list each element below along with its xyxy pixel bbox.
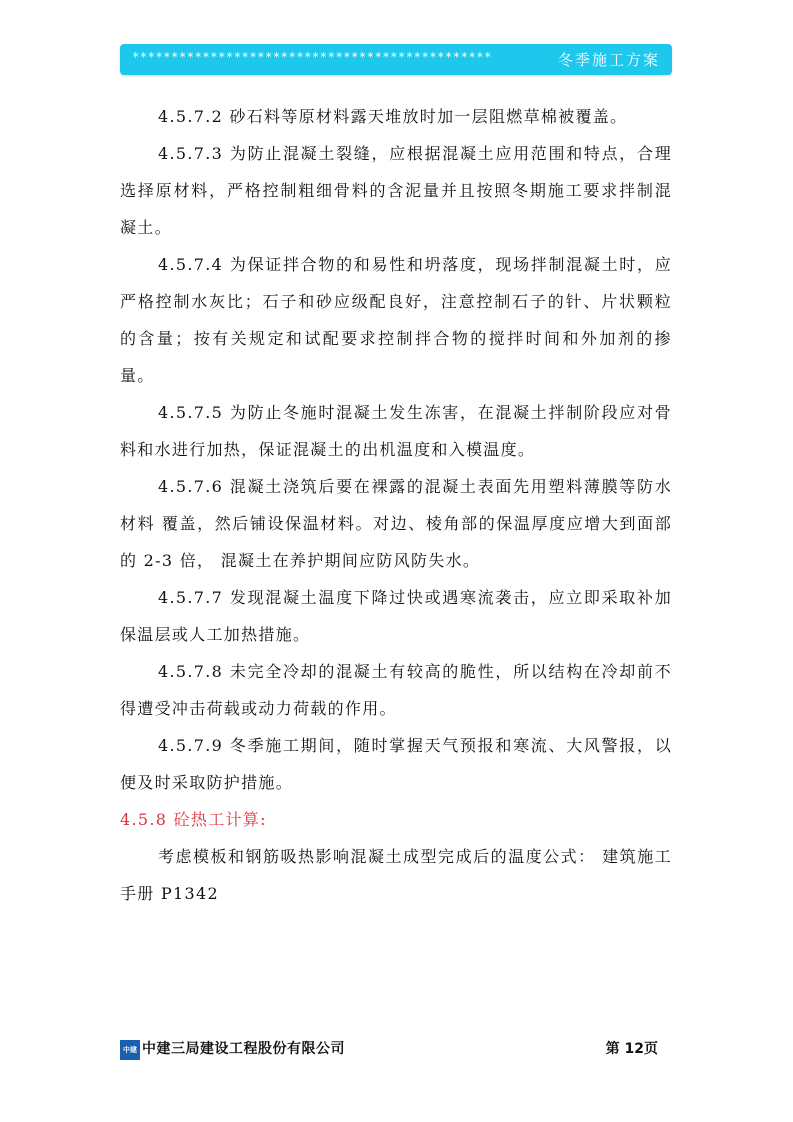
paragraph-4-5-7-8: 4.5.7.8 未完全冷却的混凝土有较高的脆性，所以结构在冷却前不得遭受冲击荷载或动力荷载的作用。	[120, 662, 672, 718]
company-logo-icon: 中建	[120, 1040, 140, 1060]
page-footer	[120, 1034, 672, 1064]
paragraph-temperature-formula: 考虑模板和钢筋吸热影响混凝土成型完成后的温度公式： 建筑施工手册 P1342	[120, 847, 672, 903]
page-number: 第 12页	[605, 1041, 658, 1057]
header-stars: **********************************************	[132, 50, 492, 64]
paragraph-4-5-7-6: 4.5.7.6 混凝土浇筑后要在裸露的混凝土表面先用塑料薄膜等防水材料 覆盖，然后铺设保温材料。对边、棱角部的保温厚度应增大到面部的 2-3 倍， 混凝土在养护期间应防风防失水。	[120, 477, 672, 570]
paragraph-4-5-7-5: 4.5.7.5 为防止冬施时混凝土发生冻害，在混凝土拌制阶段应对骨料和水进行加热，保证混凝土的出机温度和入模温度。	[120, 403, 672, 459]
company-name: 中建三局建设工程股份有限公司	[142, 1041, 345, 1057]
header-title: 冬季施工方案	[557, 51, 660, 69]
page-header-bar	[120, 44, 672, 75]
paragraph-4-5-7-7: 4.5.7.7 发现混凝土温度下降过快或遇寒流袭击，应立即采取补加保温层或人工加热措施。	[120, 588, 672, 644]
paragraph-4-5-7-2: 4.5.7.2 砂石料等原材料露天堆放时加一层阻燃草棉被覆盖。	[158, 107, 628, 126]
paragraph-4-5-7-3: 4.5.7.3 为防止混凝土裂缝，应根据混凝土应用范围和特点，合理选择原材料，严格控制粗细骨料的含泥量并且按照冬期施工要求拌制混凝土。	[120, 144, 672, 237]
document-body	[120, 98, 672, 912]
paragraph-4-5-7-9: 4.5.7.9 冬季施工期间，随时掌握天气预报和寒流、大风警报，以便及时采取防护措施。	[120, 736, 672, 792]
paragraph-4-5-7-4: 4.5.7.4 为保证拌合物的和易性和坍落度，现场拌制混凝土时，应严格控制水灰比；石子和砂应级配良好，注意控制石子的针、片状颗粒的含量；按有关规定和试配要求控制拌合物的搅拌时间和外加剂的掺量。	[120, 255, 672, 385]
section-heading-4-5-8: 4.5.8 砼热工计算:	[120, 810, 267, 829]
